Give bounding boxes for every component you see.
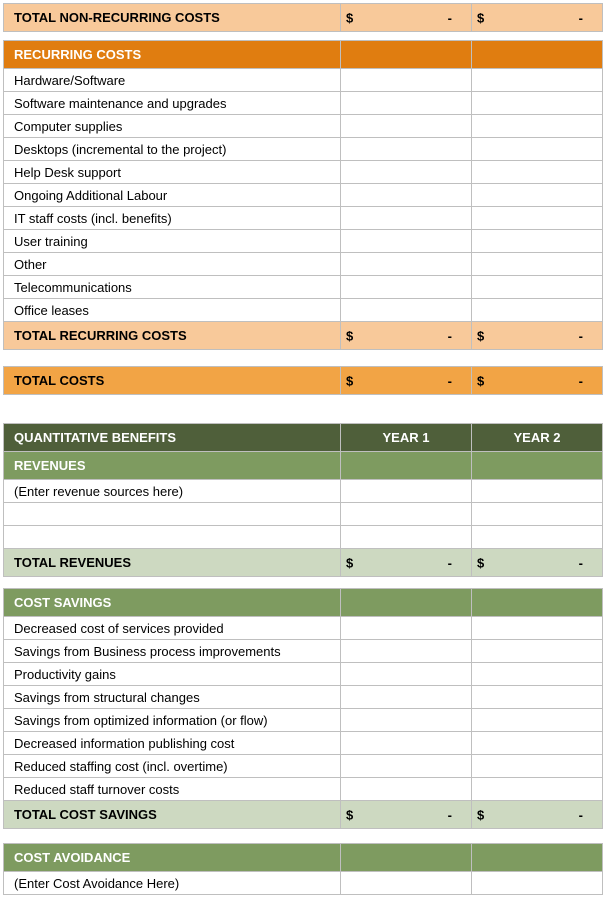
total-recurring-label: TOTAL RECURRING COSTS: [4, 322, 341, 350]
year2-input-cell[interactable]: [472, 686, 603, 709]
year1-input-cell[interactable]: [341, 755, 472, 778]
year2-input-cell[interactable]: [472, 526, 603, 549]
year2-input-cell[interactable]: [472, 872, 603, 895]
row-label[interactable]: (Enter Cost Avoidance Here): [4, 872, 341, 895]
currency-symbol: $: [346, 10, 354, 25]
table-row: [4, 480, 603, 503]
row-label: Other: [4, 253, 341, 276]
year2-input-cell[interactable]: [472, 253, 603, 276]
row-label: Hardware/Software: [4, 69, 341, 92]
year1-input-cell[interactable]: [341, 207, 472, 230]
total-cost-savings-label: TOTAL COST SAVINGS: [4, 801, 341, 829]
row-label: Help Desk support: [4, 161, 341, 184]
table-row: [4, 69, 603, 92]
header-empty-cell: [472, 41, 603, 69]
year1-input-cell[interactable]: [341, 230, 472, 253]
year1-column-header: YEAR 1: [341, 424, 472, 452]
year1-input-cell[interactable]: [341, 276, 472, 299]
table-row: [4, 640, 603, 663]
header-empty-cell: [341, 589, 472, 617]
table-row: [4, 207, 603, 230]
table-row: [4, 92, 603, 115]
total-revenues-year1-cell[interactable]: [341, 549, 472, 577]
total-costs-table: [3, 366, 603, 395]
total-revenues-label: TOTAL REVENUES: [4, 549, 341, 577]
currency-symbol: $: [477, 328, 485, 343]
year1-input-cell[interactable]: [341, 617, 472, 640]
row-label: Software maintenance and upgrades: [4, 92, 341, 115]
currency-symbol: $: [346, 373, 354, 388]
cost-savings-table: [3, 588, 603, 829]
year2-input-cell[interactable]: [472, 69, 603, 92]
cost-savings-header-row: [4, 589, 603, 617]
year1-input-cell[interactable]: [341, 480, 472, 503]
row-label: Computer supplies: [4, 115, 341, 138]
total-recurring-row: [4, 322, 603, 350]
year1-input-cell[interactable]: [341, 503, 472, 526]
currency-symbol: $: [477, 555, 485, 570]
total-revenues-row: [4, 549, 603, 577]
year1-input-cell[interactable]: [341, 732, 472, 755]
row-label: Decreased information publishing cost: [4, 732, 341, 755]
table-row: [4, 115, 603, 138]
recurring-costs-header: RECURRING COSTS: [4, 41, 341, 69]
year2-input-cell[interactable]: [472, 115, 603, 138]
row-label: Reduced staff turnover costs: [4, 778, 341, 801]
year2-input-cell[interactable]: [472, 276, 603, 299]
total-cost-savings-year2-cell[interactable]: [472, 801, 603, 829]
row-label: Savings from Business process improvements: [4, 640, 341, 663]
total-recurring-year2-cell[interactable]: [472, 322, 603, 350]
amount-value: -: [447, 10, 452, 25]
amount-value: -: [447, 807, 452, 822]
year1-input-cell[interactable]: [341, 872, 472, 895]
year1-input-cell[interactable]: [341, 138, 472, 161]
revenues-table: [3, 423, 603, 577]
row-label: Savings from optimized information (or flow): [4, 709, 341, 732]
year2-input-cell[interactable]: [472, 663, 603, 686]
cost-avoidance-table: [3, 843, 603, 895]
row-label: Decreased cost of services provided: [4, 617, 341, 640]
cost-savings-header: COST SAVINGS: [4, 589, 341, 617]
year1-input-cell[interactable]: [341, 161, 472, 184]
table-row: [4, 872, 603, 895]
amount-value: -: [578, 555, 583, 570]
total-cost-savings-row: [4, 801, 603, 829]
amount-value: -: [578, 373, 583, 388]
header-empty-cell: [472, 844, 603, 872]
total-non-recurring-label: TOTAL NON-RECURRING COSTS: [4, 4, 341, 32]
row-label: Productivity gains: [4, 663, 341, 686]
row-label: IT staff costs (incl. benefits): [4, 207, 341, 230]
year2-input-cell[interactable]: [472, 732, 603, 755]
total-costs-year2-cell[interactable]: [472, 367, 603, 395]
non-recurring-total-table: [3, 3, 603, 32]
year1-input-cell[interactable]: [341, 663, 472, 686]
year1-input-cell[interactable]: [341, 253, 472, 276]
year1-input-cell[interactable]: [341, 184, 472, 207]
total-non-recurring-year1-cell[interactable]: [341, 4, 472, 32]
table-row: [4, 299, 603, 322]
total-cost-savings-year1-cell[interactable]: [341, 801, 472, 829]
year2-input-cell[interactable]: [472, 230, 603, 253]
table-row: [4, 503, 603, 526]
year2-input-cell[interactable]: [472, 184, 603, 207]
table-row: [4, 755, 603, 778]
row-label: Reduced staffing cost (incl. overtime): [4, 755, 341, 778]
currency-symbol: $: [346, 328, 354, 343]
table-row: [4, 161, 603, 184]
amount-value: -: [447, 373, 452, 388]
year2-input-cell[interactable]: [472, 207, 603, 230]
year1-input-cell[interactable]: [341, 69, 472, 92]
row-label[interactable]: [4, 503, 341, 526]
amount-value: -: [447, 328, 452, 343]
year2-input-cell[interactable]: [472, 709, 603, 732]
year2-input-cell[interactable]: [472, 299, 603, 322]
total-non-recurring-row: [4, 4, 603, 32]
year1-input-cell[interactable]: [341, 640, 472, 663]
year2-input-cell[interactable]: [472, 617, 603, 640]
currency-symbol: $: [346, 555, 354, 570]
amount-value: -: [578, 328, 583, 343]
year2-input-cell[interactable]: [472, 92, 603, 115]
table-row: [4, 276, 603, 299]
table-row: [4, 230, 603, 253]
year1-input-cell[interactable]: [341, 299, 472, 322]
cost-avoidance-header-row: [4, 844, 603, 872]
table-row: [4, 709, 603, 732]
currency-symbol: $: [477, 10, 485, 25]
row-label: Savings from structural changes: [4, 686, 341, 709]
currency-symbol: $: [477, 807, 485, 822]
table-row: [4, 253, 603, 276]
row-label: Desktops (incremental to the project): [4, 138, 341, 161]
total-costs-year1-cell[interactable]: [341, 367, 472, 395]
header-empty-cell: [341, 41, 472, 69]
year2-input-cell[interactable]: [472, 503, 603, 526]
amount-value: -: [578, 807, 583, 822]
header-empty-cell: [472, 589, 603, 617]
row-label: User training: [4, 230, 341, 253]
year1-input-cell[interactable]: [341, 115, 472, 138]
row-label: Office leases: [4, 299, 341, 322]
table-row: [4, 663, 603, 686]
row-label: Ongoing Additional Labour: [4, 184, 341, 207]
year1-input-cell[interactable]: [341, 92, 472, 115]
recurring-costs-table: [3, 40, 603, 350]
year2-input-cell[interactable]: [472, 480, 603, 503]
table-row: [4, 526, 603, 549]
year2-input-cell[interactable]: [472, 161, 603, 184]
header-empty-cell: [472, 452, 603, 480]
year2-input-cell[interactable]: [472, 138, 603, 161]
table-row: [4, 617, 603, 640]
amount-value: -: [578, 10, 583, 25]
table-row: [4, 778, 603, 801]
total-costs-label: TOTAL COSTS: [4, 367, 341, 395]
table-row: [4, 732, 603, 755]
year1-input-cell[interactable]: [341, 526, 472, 549]
currency-symbol: $: [346, 807, 354, 822]
row-label[interactable]: (Enter revenue sources here): [4, 480, 341, 503]
total-recurring-year1-cell[interactable]: [341, 322, 472, 350]
currency-symbol: $: [477, 373, 485, 388]
quantitative-benefits-header-row: [4, 424, 603, 452]
row-label: Telecommunications: [4, 276, 341, 299]
revenues-header-row: [4, 452, 603, 480]
year1-input-cell[interactable]: [341, 709, 472, 732]
header-empty-cell: [341, 452, 472, 480]
header-empty-cell: [341, 844, 472, 872]
quantitative-benefits-header: QUANTITATIVE BENEFITS: [4, 424, 341, 452]
total-costs-row: [4, 367, 603, 395]
year1-input-cell[interactable]: [341, 686, 472, 709]
year2-column-header: YEAR 2: [472, 424, 603, 452]
revenues-header: REVENUES: [4, 452, 341, 480]
year2-input-cell[interactable]: [472, 640, 603, 663]
table-row: [4, 138, 603, 161]
year2-input-cell[interactable]: [472, 755, 603, 778]
table-row: [4, 184, 603, 207]
total-non-recurring-year2-cell[interactable]: [472, 4, 603, 32]
total-revenues-year2-cell[interactable]: [472, 549, 603, 577]
table-row: [4, 686, 603, 709]
amount-value: -: [447, 555, 452, 570]
year1-input-cell[interactable]: [341, 778, 472, 801]
recurring-costs-header-row: [4, 41, 603, 69]
row-label[interactable]: [4, 526, 341, 549]
year2-input-cell[interactable]: [472, 778, 603, 801]
cost-avoidance-header: COST AVOIDANCE: [4, 844, 341, 872]
